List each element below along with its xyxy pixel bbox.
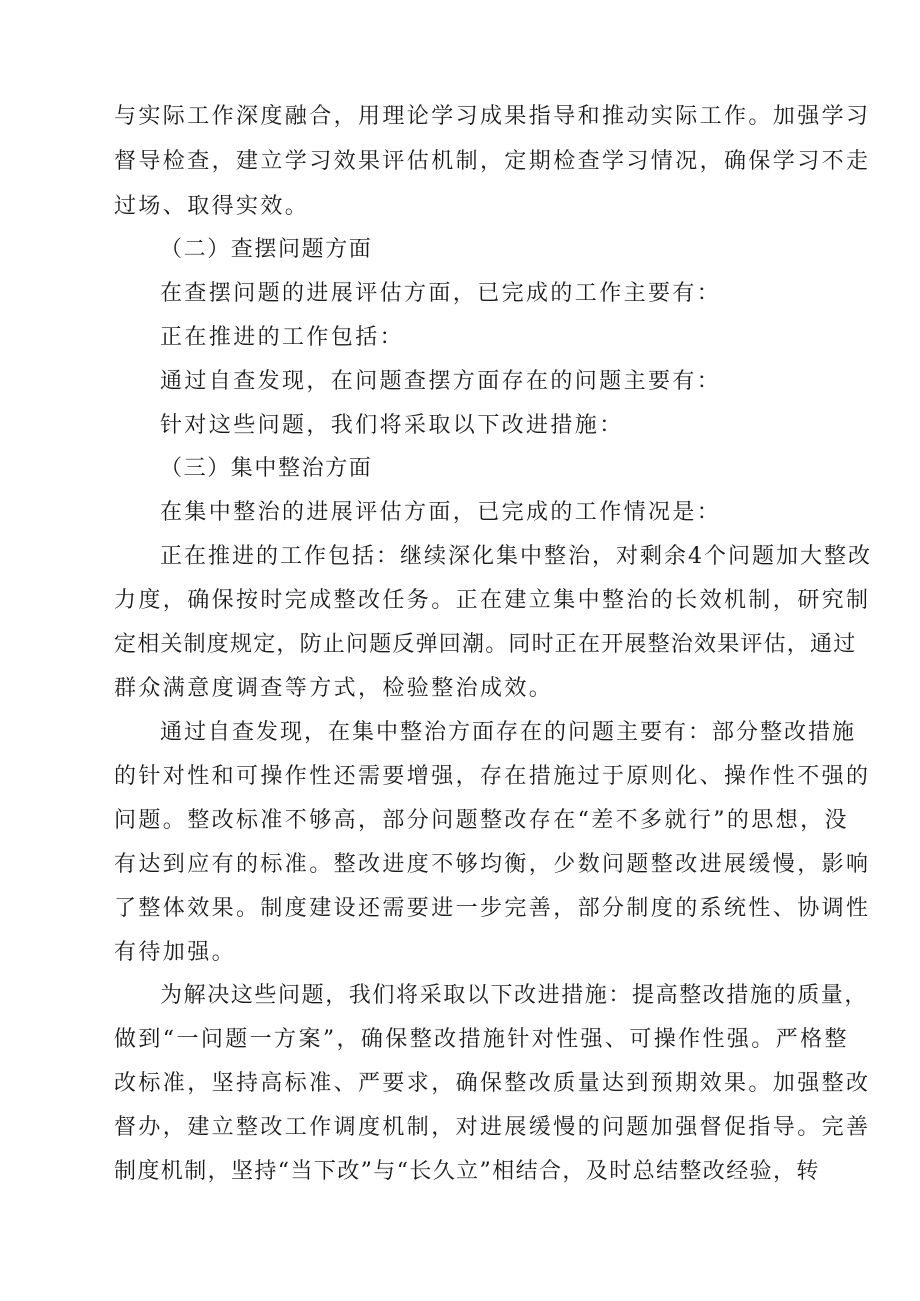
paragraph-line: 督导检查，建立学习效果评估机制，定期检查学习情况，确保学习不走 (114, 149, 871, 174)
paragraph-line: 与实际工作深度融合，用理论学习成果指导和推动实际工作。加强学习 (114, 104, 871, 129)
paragraph-line: 群众满意度调查等方式，检验整治成效。 (114, 676, 554, 701)
paragraph-line: 有待加强。 (114, 940, 237, 965)
paragraph-line: 做到“一问题一方案”，确保整改措施针对性强、可操作性强。严格整 (114, 1027, 849, 1052)
paragraph-line: 制度机制，坚持“当下改”与“长久立”相结合，及时总结整改经验，转 (114, 1159, 820, 1184)
paragraph-line: 正在推进的工作包括： (160, 325, 405, 350)
paragraph-line: 定相关制度规定，防止问题反弹回潮。同时正在开展整治效果评估，通过 (114, 632, 857, 657)
paragraph-line: 在集中整治的进展评估方面，已完成的工作情况是： (160, 500, 722, 525)
paragraph-line: 过场、取得实效。 (114, 194, 310, 219)
paragraph-line: 针对这些问题，我们将采取以下改进措施： (160, 413, 624, 438)
paragraph-line: 问题。整改标准不够高，部分问题整改存在“差不多就行”的思想，没 (114, 808, 849, 833)
paragraph-line: 改标准，坚持高标准、严要求，确保整改质量达到预期效果。加强整改 (114, 1071, 871, 1096)
paragraph-line: 在查摆问题的进展评估方面，已完成的工作主要有： (160, 281, 722, 306)
paragraph-line: 督办，建立整改工作调度机制，对进展缓慢的问题加强督促指导。完善 (114, 1115, 871, 1140)
section-heading-2: （二）查摆问题方面 (160, 237, 373, 262)
paragraph-line: 力度，确保按时完成整改任务。正在建立集中整治的长效机制，研究制 (114, 588, 871, 613)
paragraph-line: 为解决这些问题，我们将采取以下改进措施：提高整改措施的质量， (160, 983, 869, 1008)
paragraph-line: 的针对性和可操作性还需要增强，存在措施过于原则化、操作性不强的 (114, 764, 871, 789)
paragraph-line: 了整体效果。制度建设还需要进一步完善，部分制度的系统性、协调性 (114, 896, 871, 921)
paragraph-line: 通过自查发现，在集中整治方面存在的问题主要有：部分整改措施 (160, 720, 857, 745)
paragraph-line: 正在推进的工作包括：继续深化集中整治，对剩余4个问题加大整改 (160, 544, 872, 569)
section-heading-3: （三）集中整治方面 (160, 456, 373, 481)
paragraph-line: 有达到应有的标准。整改进度不够均衡，少数问题整改进展缓慢，影响 (114, 852, 871, 877)
paragraph-line: 通过自查发现，在问题查摆方面存在的问题主要有： (160, 369, 722, 394)
